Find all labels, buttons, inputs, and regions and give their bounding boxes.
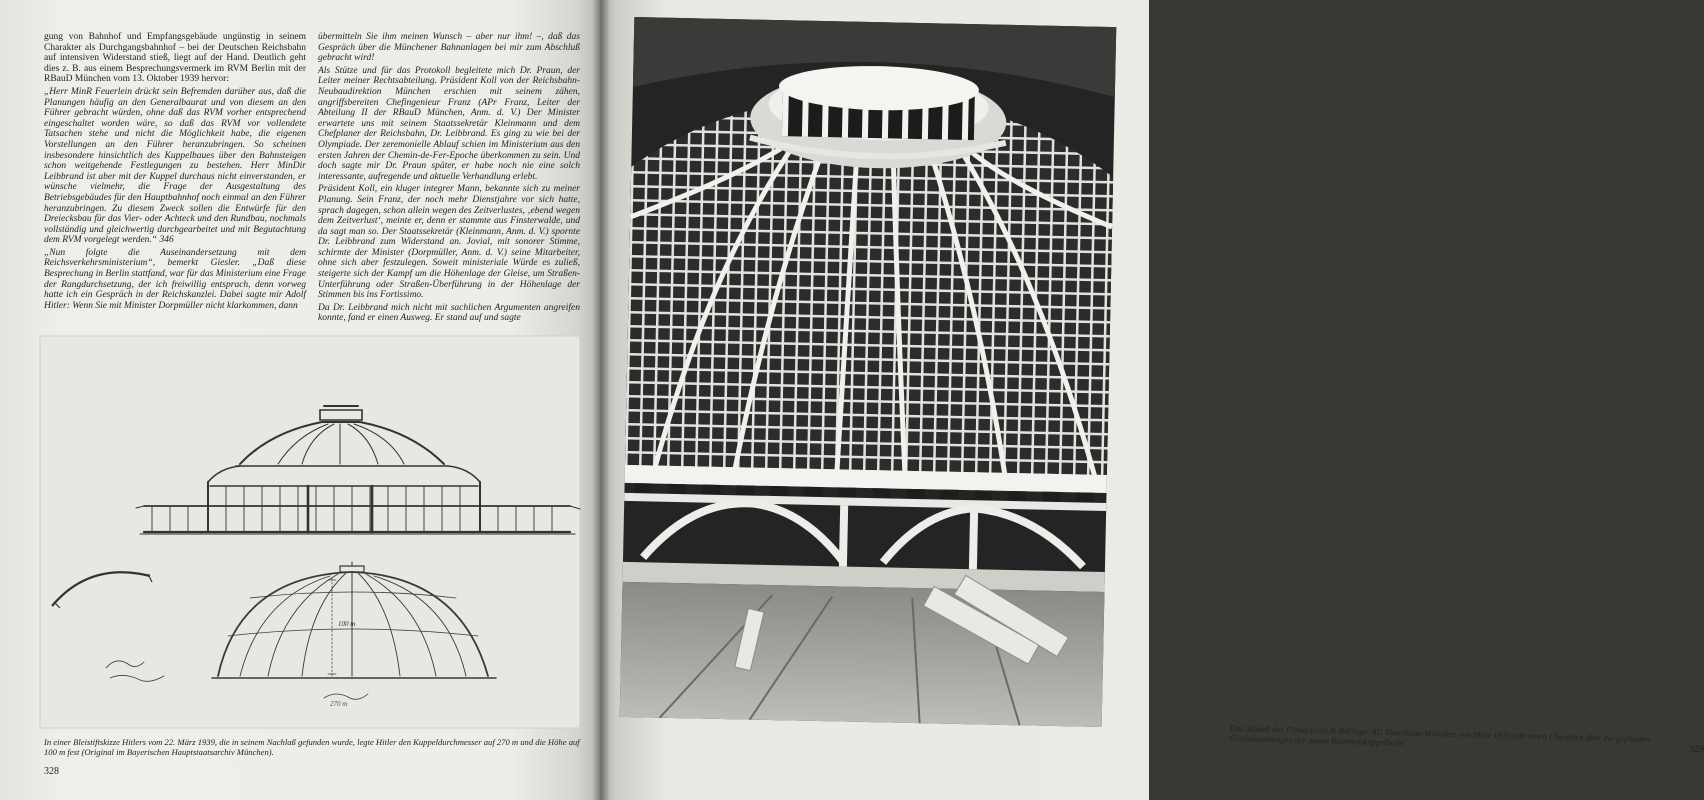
page-number-left: 328	[44, 766, 59, 777]
dome-width-label: 270 m	[330, 700, 348, 708]
page-number-right: 329	[1689, 744, 1704, 755]
dome-height-label: 100 m	[338, 620, 356, 628]
quote-paragraph: Als Stütze und für das Protokoll begleitete mich Dr. Praun, der Leiter meiner Rechtsabteilung. Präsident Koll von der Reichsbahn-Neubaudirektion München erschien mit seinem zähen, angriffsbereiten Chefingenieur Franz (APr Franz, Leiter der Abteilung II der RBauD München, Anm. d. V.) Der Minister erwartete uns mit seinem Staatssekretär Kleinmann und dem Chefplaner der Reichsbahn, Dr. Leibbrand. Es ging zu wie bei der Olympiade. Der zeremonielle Ablauf schien im Ministerium aus den ersten Jahren der Chemin-de-Fer-Epoche überkommen zu sein. Und doch sagte mir Dr. Praun später, er habe noch nie eine solch interessante, aufregende und aktuelle Verhandlung erlebt.	[318, 65, 580, 182]
quote-paragraph: „Nun folgte die Auseinandersetzung mit dem Reichsverkehrsministerium“, bemerkt Giesler. „Daß diese Besprechung in Berlin stattfand, war für das Ministerium eine Frage der Rangdurchsetzung, der ich freiwillig entsprach, denn vorweg hatte ich ein Gespräch in der Reichskanzlei. Dabei sagte mir Adolf Hitler: Wenn Sie mit Minister Dorpmüller nicht klarkommen, dann	[44, 247, 306, 311]
left-page	[0, 0, 600, 800]
figure-caption-right: Das Modell der Firma Grün & Bilfinger AG Mannheim-München von Mitte 1939 gibt einen Überblick über die geplanten Größenordnungen der neuen Bahnhofskuppelhalle.	[1229, 723, 1650, 748]
text-column-right	[318, 32, 580, 326]
figure-caption-left: In einer Bleistiftskizze Hitlers vom 22. März 1939, die in seinem Nachlaß gefunden wurde, legte Hitler den Kuppeldurchmesser auf 270 m und die Höhe auf 100 m fest (Original im Bayerischen Hauptstaatsarchiv München).	[44, 737, 580, 757]
quote-paragraph: Präsident Koll, ein kluger integrer Mann, bekannte sich zu meiner Planung. Sein Franz, der noch mehr Dienstjahre vor sich hatte, sprach dagegen, schon allein wegen des Zeitverlustes, ‚ebend wegen dem Zeitverlust‘, meinte er, denn er stammte aus Finsterwalde, und da sagt man so. Der Staatssekretär (Kleinmann, Anm. d. V.) spornte Dr. Leibbrand zum Widerstand an. Jovial, mit sonorer Stimme, schirmte der Minister (Dorpmüller, Anm. d. V.) seine Mitarbeiter, ohne sich aber festzulegen. Soweit ministeriale Würde es zuließ, steigerte sich der Kampf um die Höhenlage der Gleise, um Straßen-Unterführung oder Straßen-Überführung in der Höhenlage der Stimmen bis ins Fortissimo.	[318, 184, 580, 301]
quote-paragraph: „Herr MinR Feuerlein drückt sein Befremden darüber aus, daß die Planungen häufig an den Generalbaurat und von diesem an den Führer gebracht würden, ohne daß das RVM vorher entsprechend eingeschaltet worden wäre, so daß das RVM vor vollendete Tatsachen stehe und nicht die Möglichkeit habe, die eigenen Vorstellungen an den Führer heranzubringen. So scheinen insbesondere hinsichtlich des Kuppelbaues über den Bahnsteigen schon weitgehende Festlegungen zu bestehen. Herr MinDir Leibbrand ist aber mit der Kuppel durchaus nicht einverstanden, er wünsche vielmehr, die Frage der Ausgestaltung des Betriebsgebäudes für den Hauptbahnhof noch einmal an den Führer heranzubringen. Zu diesem Zweck sollen die Entwürfe für den Dreiecksbau für das Vier- oder Achteck und den Rundbau, nochmals vollständig und gleichwertig durchgearbeitet und mit Begutachtung dem RVM vorgelegt werden.“ 346	[44, 86, 306, 246]
text-column-left	[44, 32, 306, 313]
quote-paragraph: Da Dr. Leibbrand mich nicht mit sachlichen Argumenten angreifen konnte, fand er einen Ausweg. Er stand auf und sagte	[318, 302, 580, 324]
pencil-sketch-image	[40, 336, 580, 728]
paragraph: gung von Bahnhof und Empfangsgebäude ungünstig in seinem Charakter als Durchgangsbahnhof – bei der Deutschen Reichsbahn auf intensiven Widerstand stieß, liegt auf der Hand. Deutlich geht dies z. B. aus einem Besprechungsvermerk im RVM Berlin mit der RBauD München vom 13. Oktober 1939 hervor:	[44, 32, 306, 85]
book-gutter	[592, 0, 610, 800]
dome-model-photo	[620, 17, 1117, 727]
quote-paragraph: übermitteln Sie ihm meinen Wunsch – aber nur ihm! –, daß das Gespräch über die Münchener Bahnanlagen bei mir zum Abschluß gebracht wird!	[318, 32, 580, 64]
